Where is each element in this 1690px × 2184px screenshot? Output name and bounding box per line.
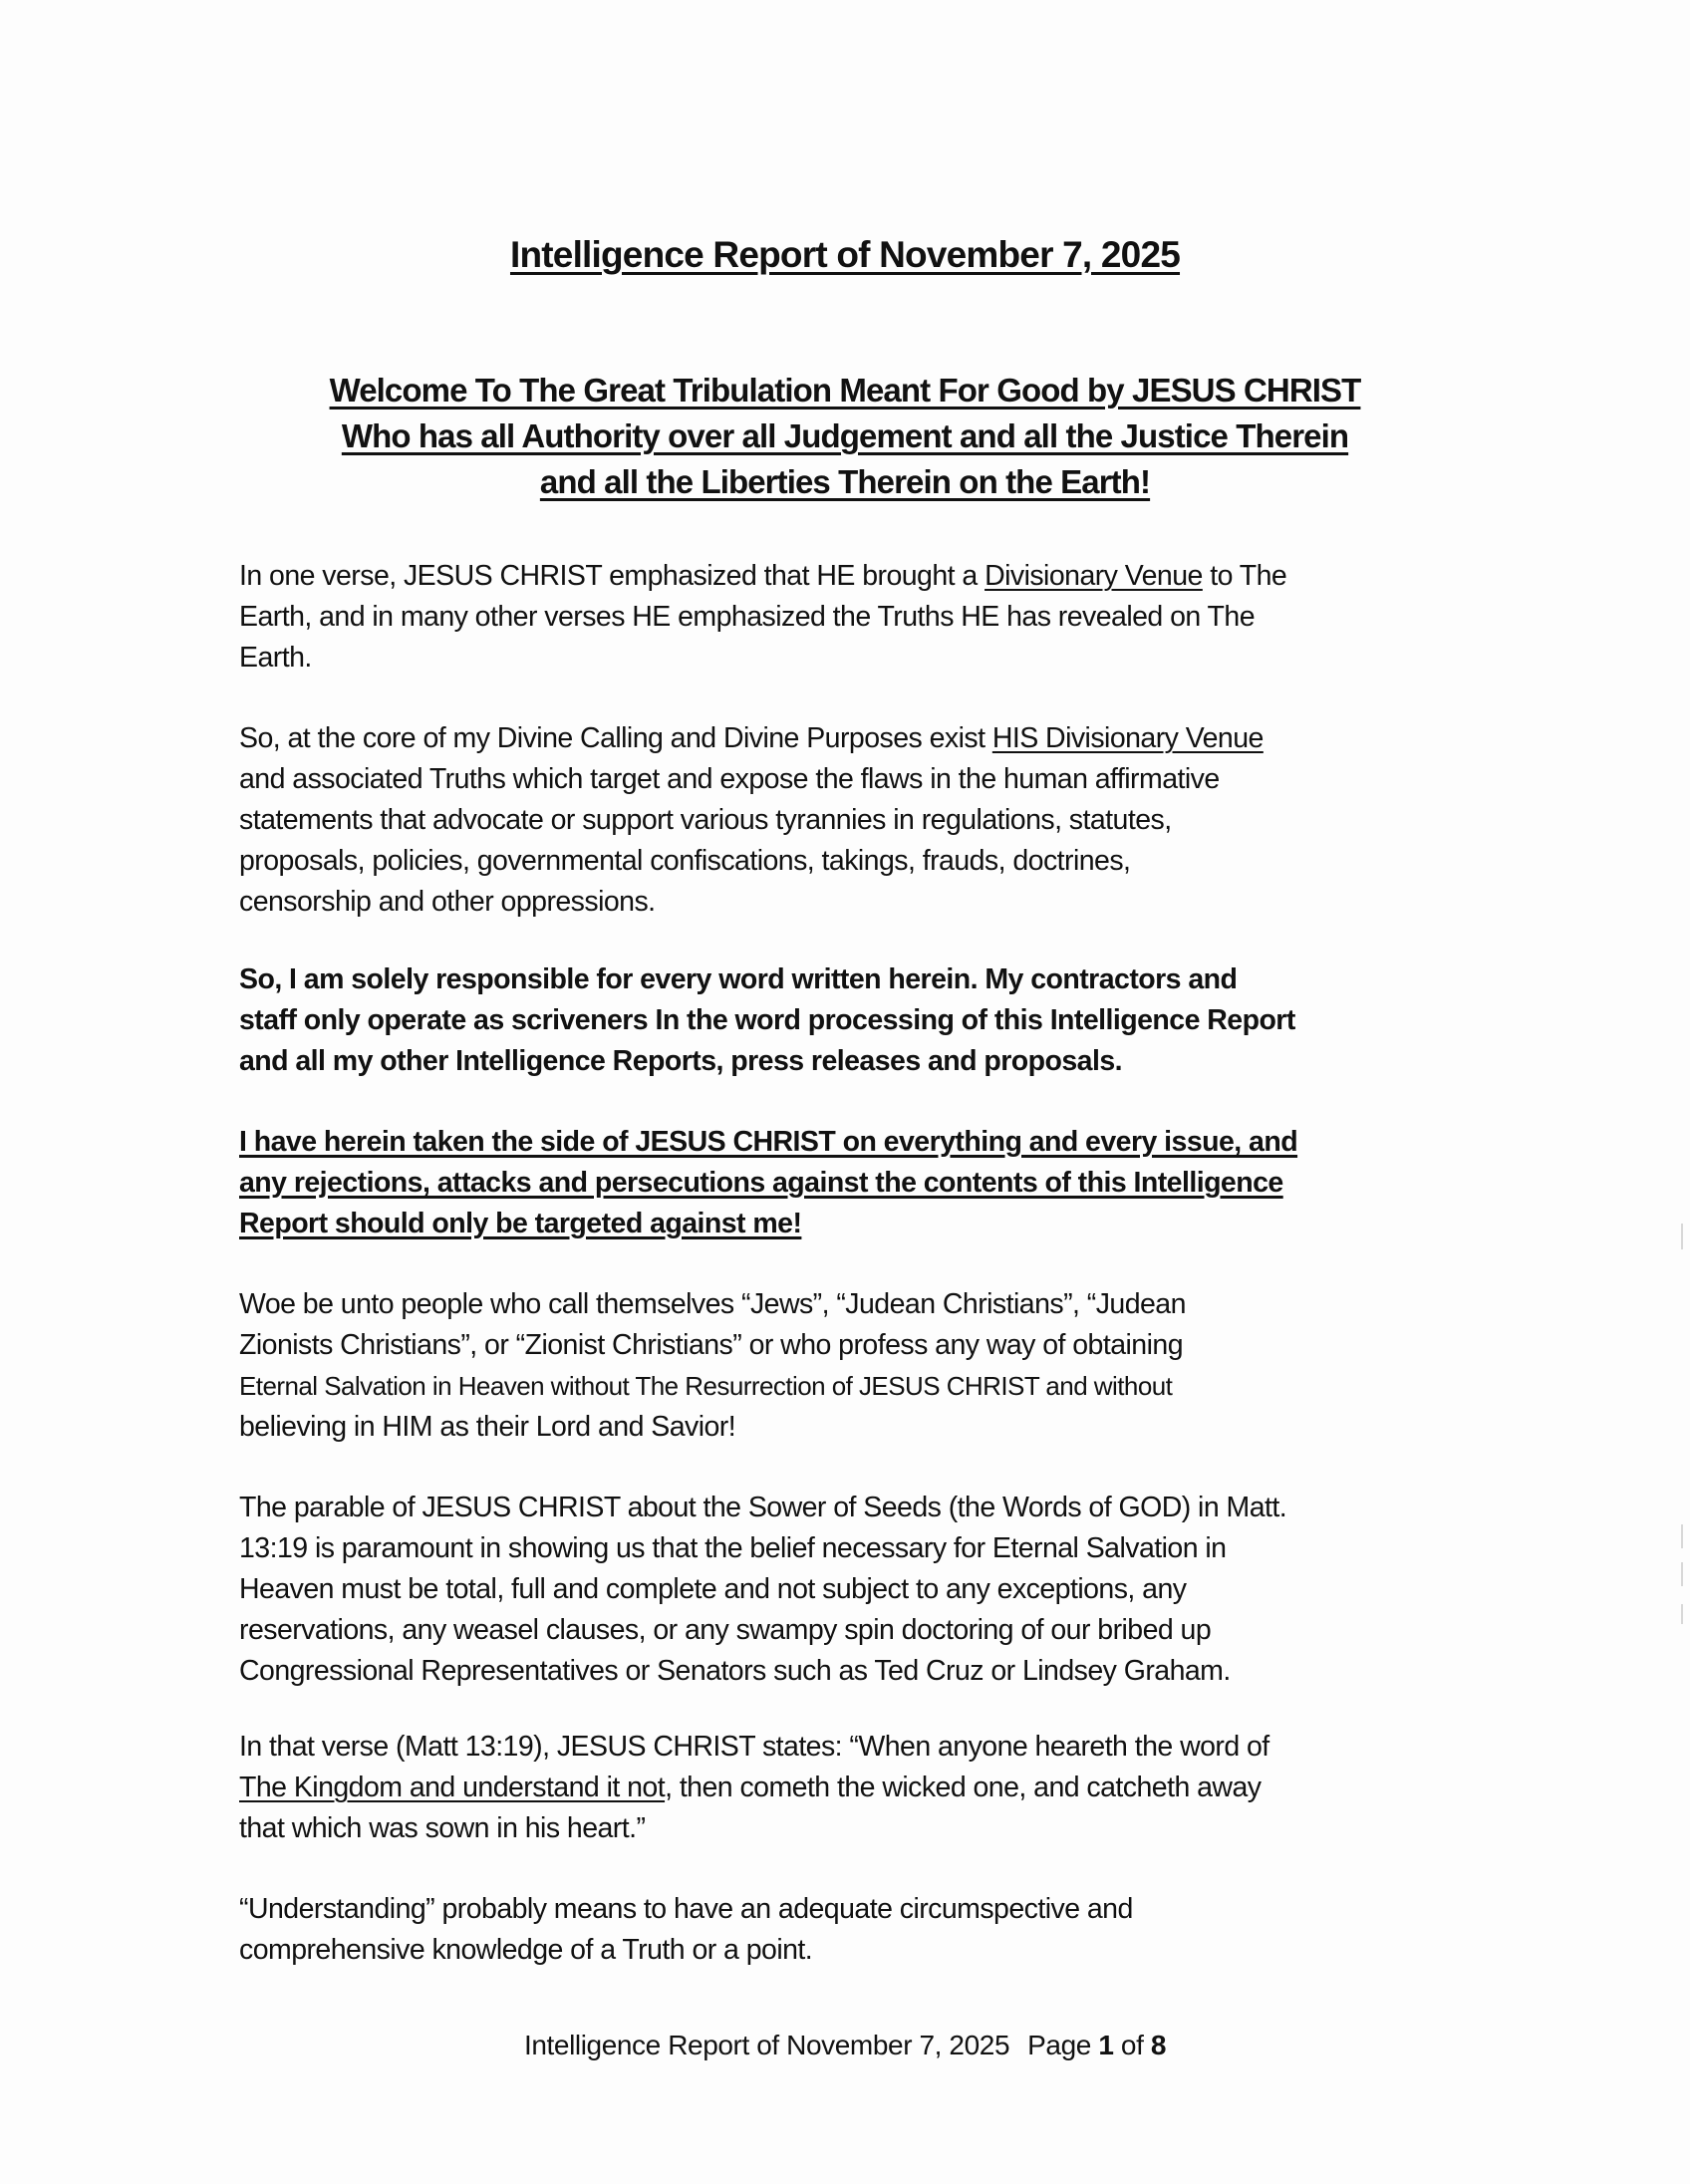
text-line: [239, 1163, 1455, 1204]
text-line: proposals, policies, governmental confiscations, takings, frauds, doctrines,: [239, 845, 1131, 877]
paragraph-divisionary-venue: [239, 556, 1455, 679]
scan-artifact: [1681, 1562, 1683, 1586]
paragraph-side-of-christ: [239, 1122, 1455, 1244]
subtitle-line: [199, 413, 1491, 459]
text-run: , then cometh the wicked one, and catcheth away: [665, 1772, 1262, 1803]
paragraph-understanding: [239, 1889, 1455, 1971]
text-run: any rejections, attacks and persecutions against the contents of this Intelligence: [239, 1167, 1283, 1199]
text-line: staff only operate as scriveners In the word processing of this Intelligence Report: [239, 1004, 1295, 1036]
text-line: [239, 1122, 1455, 1163]
text-line: [239, 1768, 1455, 1808]
page-number-current: 1: [1098, 2030, 1114, 2060]
text-line: Congressional Representatives or Senators such as Ted Cruz or Lindsey Graham.: [239, 1655, 1231, 1687]
footer-title: Intelligence Report of November 7, 2025: [523, 2030, 1010, 2060]
underlined-phrase: The Kingdom and understand it not: [239, 1772, 666, 1803]
scan-artifact: [1681, 1524, 1683, 1548]
text-run: Report should only be targeted against me!: [239, 1208, 802, 1239]
text-line: statements that advocate or support various tyrannies in regulations, statutes,: [239, 804, 1172, 836]
text-line: Woe be unto people who call themselves “Jews”, “Judean Christians”, “Judean: [239, 1288, 1186, 1320]
text-run: In one verse, JESUS CHRIST emphasized that HE brought a: [239, 560, 986, 592]
text-line: “Understanding” probably means to have an adequate circumspective and: [239, 1893, 1133, 1925]
text-run: So, at the core of my Divine Calling and Divine Purposes exist: [239, 722, 992, 754]
subtitle-line: [199, 368, 1491, 413]
paragraph-matt-quote: [239, 1727, 1455, 1849]
paragraph-responsibility-statement: [239, 959, 1455, 1082]
text-line: [239, 556, 1455, 597]
paragraph-sower-parable: [239, 1488, 1455, 1692]
text-line: Zionists Christians”, or “Zionist Christians” or who profess any way of obtaining: [239, 1329, 1183, 1361]
text-run: to The: [1202, 560, 1287, 592]
subtitle-line-text: Welcome To The Great Tribulation Meant For Good by JESUS CHRIST: [329, 372, 1361, 409]
text-line: and all my other Intelligence Reports, press releases and proposals.: [239, 1045, 1122, 1077]
text-line: [239, 718, 1455, 759]
paragraph-divine-calling: [239, 718, 1455, 923]
subtitle-line: [199, 459, 1491, 505]
text-line: 13:19 is paramount in showing us that the belief necessary for Eternal Salvation in: [239, 1532, 1227, 1564]
paragraph-woe: [239, 1284, 1455, 1448]
text-line: comprehensive knowledge of a Truth or a point.: [239, 1934, 813, 1966]
text-line: So, I am solely responsible for every word written herein. My contractors and: [239, 963, 1238, 995]
page-title: [0, 231, 1690, 279]
text-line: The parable of JESUS CHRIST about the Sower of Seeds (the Words of GOD) in Matt.: [239, 1492, 1287, 1523]
page-title-text: Intelligence Report of November 7, 2025: [509, 234, 1181, 275]
page-footer: [0, 2026, 1690, 2065]
text-line: [239, 1204, 1455, 1244]
subtitle-line-text: and all the Liberties Therein on the Earth!: [539, 463, 1151, 500]
page-subtitle: [199, 368, 1491, 505]
text-line: Eternal Salvation in Heaven without The Resurrection of JESUS CHRIST and without: [239, 1371, 1173, 1401]
subtitle-line-text: Who has all Authority over all Judgement and all the Justice Therein: [341, 417, 1349, 454]
text-line: In that verse (Matt 13:19), JESUS CHRIST states: “When anyone heareth the word of: [239, 1731, 1269, 1763]
scan-artifact: [1681, 1224, 1683, 1249]
scan-artifact: [1681, 1604, 1683, 1624]
text-line: Earth, and in many other verses HE emphasized the Truths HE has revealed on The: [239, 601, 1256, 633]
text-line: reservations, any weasel clauses, or any swampy spin doctoring of our bribed up: [239, 1614, 1212, 1646]
text-line: Heaven must be total, full and complete and not subject to any exceptions, any: [239, 1573, 1187, 1605]
underlined-phrase: HIS Divisionary Venue: [991, 722, 1264, 754]
text-line: and associated Truths which target and expose the flaws in the human affirmative: [239, 763, 1220, 795]
page-number-total: 8: [1150, 2030, 1167, 2060]
text-line: that which was sown in his heart.”: [239, 1812, 646, 1844]
text-run: I have herein taken the side of JESUS CHRIST on everything and every issue, and: [239, 1126, 1298, 1158]
underlined-phrase: Divisionary Venue: [985, 560, 1203, 592]
text-line: believing in HIM as their Lord and Savior!: [239, 1411, 736, 1443]
text-line: Earth.: [239, 642, 312, 674]
footer-of-label: of: [1120, 2030, 1144, 2060]
text-line: censorship and other oppressions.: [239, 886, 656, 918]
footer-page-label: Page: [1027, 2030, 1091, 2060]
